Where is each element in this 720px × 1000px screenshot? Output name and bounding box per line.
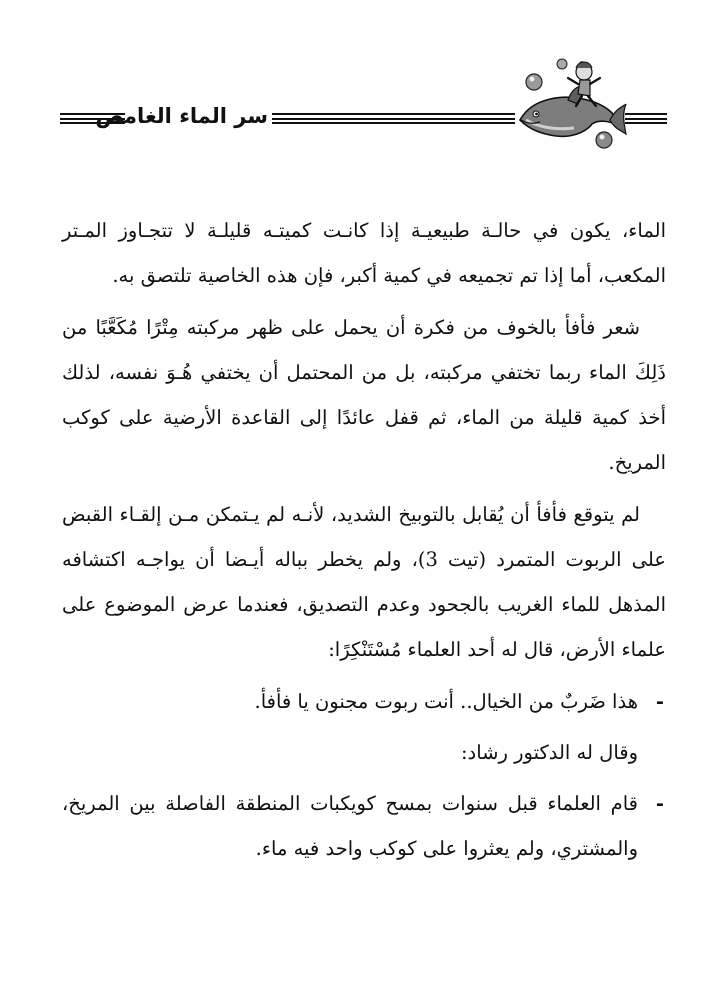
dialogue-text: قام العلماء قبل سنوات بمسح كويكبات المنطقة الفاصلة بين المريخ، والمشتري، ولم يعثروا على كوكب واحد فيه ماء. <box>62 792 638 860</box>
paragraph: وقال له الدكتور رشاد: <box>460 741 638 764</box>
decorative-rule-right <box>625 113 667 124</box>
dialogue-text: هذا ضَربٌ من الخيال.. أنت ربوت مجنون يا فأفأ. <box>254 690 638 713</box>
dolphin-with-rider-icon <box>512 50 627 160</box>
page-body <box>62 208 666 877</box>
dialogue-line <box>62 679 666 724</box>
chapter-title: سر الماء الغامض <box>95 104 268 128</box>
dialogue-dash: - <box>655 690 664 713</box>
paragraph: شعر فأفأ بالخوف من فكرة أن يحمل على ظهر مركبته مِتْرًا مُكَعَّبًا من ذَلِكَ الماء ربما تختفي مركبته، بل من المحتمل أن يختفي هُـوَ نفسه، لذلك أخذ كمية قليلة من الماء، ثم قفل عائدًا إلى القاعدة الأرضية على كوكب المريخ. <box>62 316 666 474</box>
paragraph: الماء، يكون في حالـة طبيعيـة إذا كانـت كميتـه قليلـة لا تتجـاوز المـتر المكعب، أما إذا تم تجميعه في كمية أكبر، فإن هذه الخاصية تلتصق به. <box>62 219 666 287</box>
decorative-rule-middle <box>272 113 515 124</box>
page-header <box>0 40 720 160</box>
paragraph: لم يتوقع فأفأ أن يُقابل بالتوبيخ الشديد، لأنـه لم يـتمكن مـن إلقـاء القبض على الربوت المتمرد (تيت 3)، ولم يخطر بباله أيـضا أن يواجـه اكتشافه المذهل للماء الغريب بالجحود وعدم التصديق، فعندما عرض الموضوع على علماء الأرض، قال له أحد العلماء مُسْتَنْكِرًا: <box>62 503 666 661</box>
dialogue-dash: - <box>655 792 664 815</box>
dialogue-line <box>62 781 666 871</box>
